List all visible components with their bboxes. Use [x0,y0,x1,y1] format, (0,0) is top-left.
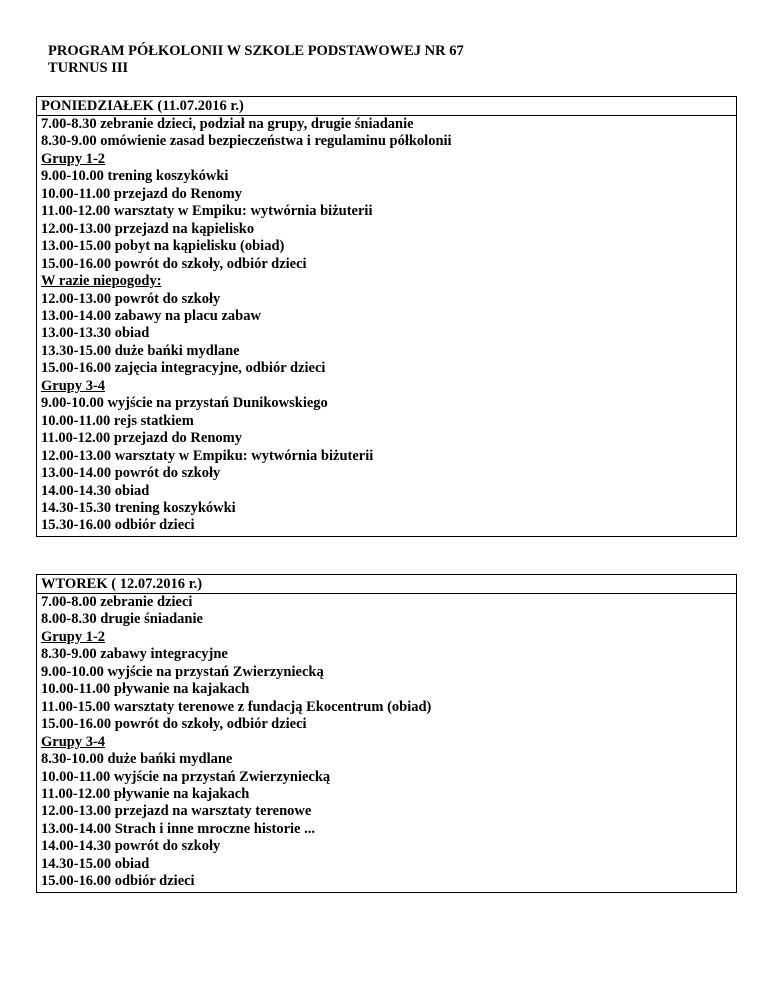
schedule-item: 14.00-14.30 obiad [41,482,150,499]
schedule-item: 11.00-12.00 warsztaty w Empiku: wytwórnia biżuterii [41,203,373,220]
schedule-item: 14.30-15.30 trening koszykówki [41,499,236,516]
schedule-item: 12.00-13.00 przejazd na warsztaty terenowe [41,803,312,820]
schedule-item: 11.00-12.00 pływanie na kajakach [41,785,250,802]
schedule-item: 10.00-11.00 rejs statkiem [41,412,194,429]
schedule-item: 11.00-12.00 przejazd do Renomy [41,430,242,447]
schedule-item: 13.00-14.00 Strach i inne mroczne historie ... [41,820,315,837]
schedule-item: 10.00-11.00 wyjście na przystań Zwierzyniecką [41,768,331,785]
group-subheading: Grupy 3-4 [41,733,106,750]
schedule-item: 15.30-16.00 odbiór dzieci [41,517,195,534]
schedule-item: 15.00-16.00 powrót do szkoły, odbiór dzieci [41,716,307,733]
schedule-item: 15.00-16.00 odbiór dzieci [41,873,195,890]
schedule-item: 8.30-9.00 zabawy integracyjne [41,646,228,663]
document-header [48,43,464,77]
group-subheading: Grupy 3-4 [41,377,106,394]
schedule-item: 14.00-14.30 powrót do szkoły [41,838,221,855]
schedule-item: 9.00-10.00 wyjście na przystań Dunikowskiego [41,395,328,412]
schedule-item: 7.00-8.00 zebranie dzieci [41,594,193,610]
schedule-item: 13.00-14.00 zabawy na placu zabaw [41,307,261,324]
schedule-item: 12.00-13.00 przejazd na kąpielisko [41,220,255,237]
schedule-item: 13.00-14.00 powrót do szkoły [41,465,221,482]
schedule-lines [37,594,736,892]
day-box-monday [36,96,737,537]
turnus-label: TURNUS III [48,60,129,76]
schedule-item: 9.00-10.00 wyjście na przystań Zwierzyniecką [41,663,324,680]
schedule-item: 10.00-11.00 przejazd do Renomy [41,185,242,202]
schedule-item: 10.00-11.00 pływanie na kajakach [41,681,250,698]
schedule-item: 9.00-10.00 trening koszykówki [41,168,229,185]
day-box-tuesday [36,574,737,893]
schedule-item: 15.00-16.00 zajęcia integracyjne, odbiór dzieci [41,360,326,377]
schedule-item: 13.00-13.30 obiad [41,325,150,342]
day-title: PONIEDZIAŁEK (11.07.2016 r.) [37,97,736,116]
schedule-item: 7.00-8.30 zebranie dzieci, podział na grupy, drugie śniadanie [41,116,414,132]
schedule-item: 8.30-9.00 omówienie zasad bezpieczeństwa i regulaminu półkolonii [41,133,452,150]
document-title: PROGRAM PÓŁKOLONII W SZKOLE PODSTAWOWEJ NR 67 [48,43,464,59]
group-subheading: W razie niepogody: [41,273,162,290]
schedule-item: 8.30-10.00 duże bańki mydlane [41,751,233,768]
schedule-item: 13.00-15.00 pobyt na kąpielisku (obiad) [41,238,285,255]
schedule-item: 15.00-16.00 powrót do szkoły, odbiór dzieci [41,255,307,272]
day-title: WTOREK ( 12.07.2016 r.) [37,575,736,594]
schedule-item: 14.30-15.00 obiad [41,855,150,872]
group-subheading: Grupy 1-2 [41,150,106,167]
schedule-lines [37,116,736,536]
group-subheading: Grupy 1-2 [41,628,106,645]
schedule-item: 11.00-15.00 warsztaty terenowe z fundacją Ekocentrum (obiad) [41,698,432,715]
schedule-item: 12.00-13.00 warsztaty w Empiku: wytwórnia biżuterii [41,447,374,464]
schedule-item: 13.30-15.00 duże bańki mydlane [41,342,240,359]
schedule-item: 8.00-8.30 drugie śniadanie [41,611,203,628]
schedule-item: 12.00-13.00 powrót do szkoły [41,290,221,307]
